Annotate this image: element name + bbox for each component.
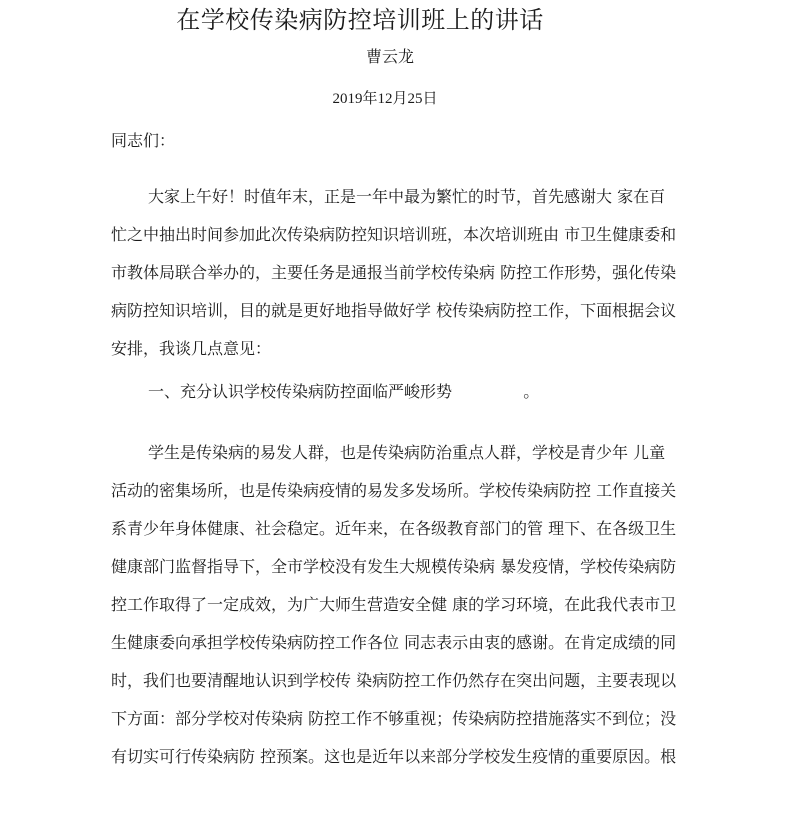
speech-date: 2019年12月25日 <box>332 91 438 107</box>
paragraph-opening <box>111 178 701 368</box>
paragraph-line: 有切实可行传染病防 控预案。这也是近年以来部分学校发生疫情的重要原因。根 <box>111 747 677 766</box>
paragraph-line: 下方面：部分学校对传染病 防控工作不够重视；传染病防控措施落实不到位；没 <box>111 709 677 728</box>
paragraph-line: 学生是传染病的易发人群，也是传染病防治重点人群，学校是青少年 儿童 <box>148 443 666 462</box>
paragraph-line: 健康部门监督指导下，全市学校没有发生大规模传染病 暴发疫情，学校传染病防 <box>111 557 677 576</box>
paragraph-line: 忙之中抽出时间参加此次传染病防控知识培训班，本次培训班由 市卫生健康委和 <box>111 225 677 244</box>
paragraph-line: 病防控知识培训，目的就是更好地指导做好学 校传染病防控工作，下面根据会议 <box>111 301 677 320</box>
section-heading-1: 一、充分认识学校传染病防控面临严峻形势 。 <box>148 382 540 401</box>
paragraph-line: 市教体局联合举办的，主要任务是通报当前学校传染病 防控工作形势，强化传染 <box>111 263 677 282</box>
salutation: 同志们： <box>111 131 176 150</box>
paragraph-line: 控工作取得了一定成效，为广大师生营造安全健 康的学习环境，在此我代表市卫 <box>111 595 677 614</box>
paragraph-line: 活动的密集场所，也是传染病疫情的易发多发场所。学校传染病防控 工作直接关 <box>111 481 677 500</box>
page-title: 在学校传染病防控培训班上的讲话 <box>176 6 544 34</box>
paragraph-line: 安排，我谈几点意见： <box>111 339 272 358</box>
paragraph-line: 生健康委向承担学校传染病防控工作各位 同志表示由衷的感谢。在肯定成绩的同 <box>111 633 677 652</box>
paragraph-line: 系青少年身体健康、社会稳定。近年来，在各级教育部门的管 理下、在各级卫生 <box>111 519 677 538</box>
paragraph-line: 时，我们也要清醒地认识到学校传 染病防控工作仍然存在突出问题，主要表现以 <box>111 671 677 690</box>
paragraph-line: 大家上午好！时值年末，正是一年中最为繁忙的时节，首先感谢大 家在百 <box>148 187 666 206</box>
paragraph-situation <box>111 434 701 776</box>
author-name: 曹云龙 <box>365 47 414 66</box>
